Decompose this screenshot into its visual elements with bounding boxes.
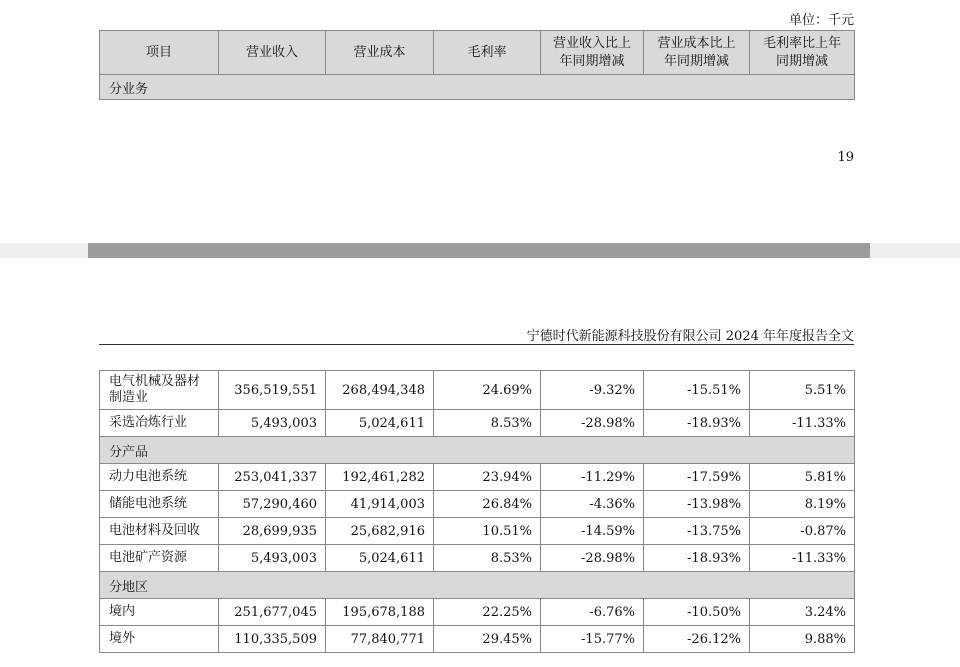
cell-cost: 41,914,003 [326,491,434,518]
cell-revenue: 57,290,460 [219,491,326,518]
page-number: 19 [837,150,854,165]
table-row [100,545,855,572]
section-label: 分地区 [100,572,855,599]
row-name: 电气机械及器材 制造业 [100,371,219,410]
segment-table-body [99,370,855,653]
cell-margin: 23.94% [434,464,541,491]
section-row-business [100,75,855,100]
cell-margin: 8.53% [434,545,541,572]
cell-margin-change: 3.24% [750,599,855,626]
cell-cost: 5,024,611 [326,410,434,437]
cell-cost: 192,461,282 [326,464,434,491]
header-item: 项目 [100,31,219,75]
cell-cost-change: -17.59% [644,464,750,491]
document-header: 宁德时代新能源科技股份有限公司 2024 年年度报告全文 [526,329,854,344]
header-row [100,31,855,75]
page-separator [88,243,870,258]
cell-revenue-change: -6.76% [541,599,644,626]
cell-margin: 22.25% [434,599,541,626]
page-lower [0,258,960,667]
table-row [100,518,855,545]
cell-cost: 268,494,348 [326,371,434,410]
cell-revenue: 110,335,509 [219,626,326,653]
cell-revenue-change: -9.32% [541,371,644,410]
cell-revenue: 356,519,551 [219,371,326,410]
cell-revenue-change: -28.98% [541,545,644,572]
cell-cost-change: -13.75% [644,518,750,545]
cell-revenue: 5,493,003 [219,545,326,572]
section-row-product [100,437,855,464]
section-row-region [100,572,855,599]
cell-margin-change: -0.87% [750,518,855,545]
section-label: 分产品 [100,437,855,464]
header-cost: 营业成本 [326,31,434,75]
cell-margin-change: -11.33% [750,410,855,437]
cell-margin-change: 8.19% [750,491,855,518]
cell-margin: 10.51% [434,518,541,545]
table-row [100,371,855,410]
table-row [100,599,855,626]
row-name: 储能电池系统 [100,491,219,518]
table-row [100,626,855,653]
cell-cost: 25,682,916 [326,518,434,545]
header-revenue-change: 营业收入比上 年同期增减 [541,31,644,75]
cell-revenue: 28,699,935 [219,518,326,545]
cell-revenue-change: -4.36% [541,491,644,518]
row-name: 境内 [100,599,219,626]
header-margin: 毛利率 [434,31,541,75]
cell-margin: 24.69% [434,371,541,410]
cell-revenue: 253,041,337 [219,464,326,491]
header-margin-change: 毛利率比上年 同期增减 [750,31,855,75]
row-name: 采选冶炼行业 [100,410,219,437]
cell-cost: 5,024,611 [326,545,434,572]
cell-margin: 8.53% [434,410,541,437]
row-name: 电池矿产资源 [100,545,219,572]
cell-margin-change: 9.88% [750,626,855,653]
row-name: 境外 [100,626,219,653]
cell-revenue: 5,493,003 [219,410,326,437]
row-name: 电池材料及回收 [100,518,219,545]
cell-cost-change: -18.93% [644,410,750,437]
cell-cost-change: -13.98% [644,491,750,518]
table-row [100,491,855,518]
row-name: 动力电池系统 [100,464,219,491]
cell-revenue-change: -28.98% [541,410,644,437]
cell-margin: 29.45% [434,626,541,653]
cell-revenue-change: -11.29% [541,464,644,491]
cell-margin-change: 5.51% [750,371,855,410]
cell-margin-change: 5.81% [750,464,855,491]
cell-cost: 195,678,188 [326,599,434,626]
cell-margin: 26.84% [434,491,541,518]
cell-revenue-change: -14.59% [541,518,644,545]
cell-revenue-change: -15.77% [541,626,644,653]
cell-cost-change: -15.51% [644,371,750,410]
segment-table-header [99,30,855,100]
cell-cost: 77,840,771 [326,626,434,653]
table-row [100,464,855,491]
table-row [100,410,855,437]
page-upper [0,0,960,243]
cell-cost-change: -18.93% [644,545,750,572]
cell-revenue: 251,677,045 [219,599,326,626]
unit-label: 单位：千元 [788,13,854,28]
section-label: 分业务 [100,75,855,100]
header-revenue: 营业收入 [219,31,326,75]
cell-margin-change: -11.33% [750,545,855,572]
header-cost-change: 营业成本比上 年同期增减 [644,31,750,75]
cell-cost-change: -26.12% [644,626,750,653]
header-rule [99,344,854,345]
cell-cost-change: -10.50% [644,599,750,626]
